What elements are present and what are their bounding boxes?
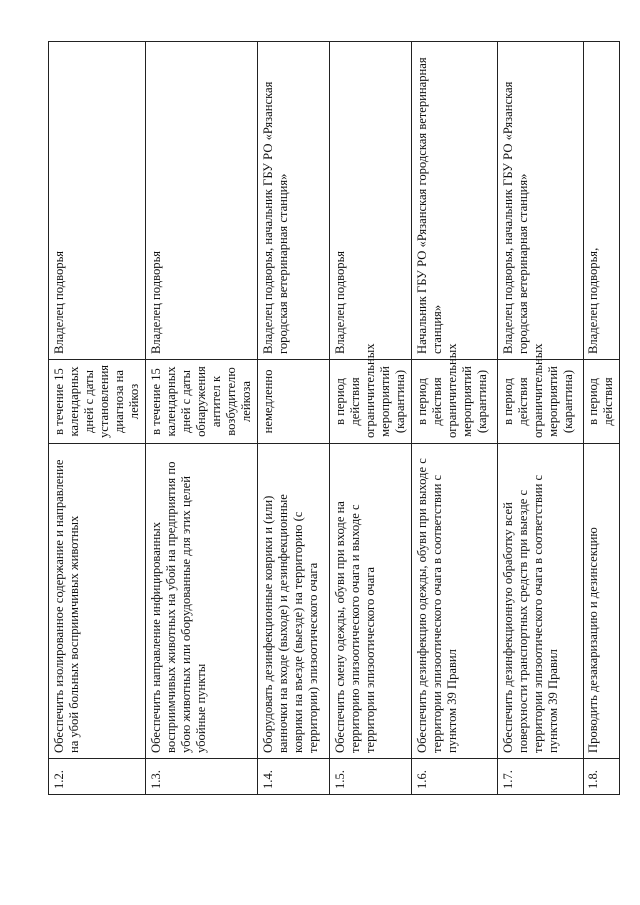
responsible-cell: Владелец подворья, начальник ГБУ РО «Рязанская городская ветеринарная станция» <box>258 42 330 360</box>
item-number: 1.8. <box>584 759 620 795</box>
responsible-cell: Начальник ГБУ РО «Рязанская городская ветеринарная станция» <box>412 42 498 360</box>
action-cell: Обеспечить направление инфицированных восприимчивых животных на убой на предприятия по убою животных или оборудованные для этих целей убойные пункты <box>146 444 258 759</box>
table-row <box>412 42 498 795</box>
item-number: 1.4. <box>258 759 330 795</box>
table-row <box>498 42 584 795</box>
rotated-document <box>48 42 615 795</box>
responsible-cell: Владелец подворья, <box>584 42 620 360</box>
item-number: 1.6. <box>412 759 498 795</box>
responsible-cell: Владелец подворья <box>146 42 258 360</box>
item-number: 1.5. <box>330 759 412 795</box>
table-row <box>584 42 620 795</box>
action-cell: Проводить дезакаризацию и дезинсекцию <box>584 444 620 759</box>
action-cell: Обеспечить смену одежды, обуви при входе на территорию эпизоотического очага и выходе с территории эпизоотического очага <box>330 444 412 759</box>
table-row <box>330 42 412 795</box>
deadline-cell: в период действия <box>584 360 620 444</box>
item-number: 1.7. <box>498 759 584 795</box>
responsible-cell: Владелец подворья <box>49 42 146 360</box>
table-row <box>146 42 258 795</box>
table-row <box>258 42 330 795</box>
deadline-cell: в течение 15 календарных дней с даты обнаружения антител к возбудителю лейкоза <box>146 360 258 444</box>
item-number: 1.3. <box>146 759 258 795</box>
table-row <box>49 42 146 795</box>
deadline-cell: в период действия ограничительных мероприятий (карантина) <box>498 360 584 444</box>
deadline-cell: немедленно <box>258 360 330 444</box>
action-cell: Оборудовать дезинфекционные коврики и (или) ванночки на входе (выходе) и дезинфекционные коврики на въезде (выезде) на территорию (с территории) эпизоотического очага <box>258 444 330 759</box>
responsible-cell: Владелец подворья <box>330 42 412 360</box>
action-cell: Обеспечить дезинфекцию одежды, обуви при выходе с территории эпизоотического очага в соответствии с пунктом 39 Правил <box>412 444 498 759</box>
deadline-cell: в течение 15 календарных дней с даты установления диагноза на лейкоз <box>49 360 146 444</box>
table-body <box>49 42 620 795</box>
action-cell: Обеспечить дезинфекционную обработку всей поверхности транспортных средств при выезде с территории эпизоотического очага в соответствии с пунктом 39 Правил <box>498 444 584 759</box>
deadline-cell: в период действия ограничительных мероприятий (карантина) <box>412 360 498 444</box>
action-cell: Обеспечить изолированное содержание и направление на убой больных восприимчивых животных <box>49 444 146 759</box>
responsible-cell: Владелец подворья, начальник ГБУ РО «Рязанская городская ветеринарная станция» <box>498 42 584 360</box>
deadline-cell: в период действия ограничительных мероприятий (карантина) <box>330 360 412 444</box>
item-number: 1.2. <box>49 759 146 795</box>
measures-table <box>48 41 620 795</box>
